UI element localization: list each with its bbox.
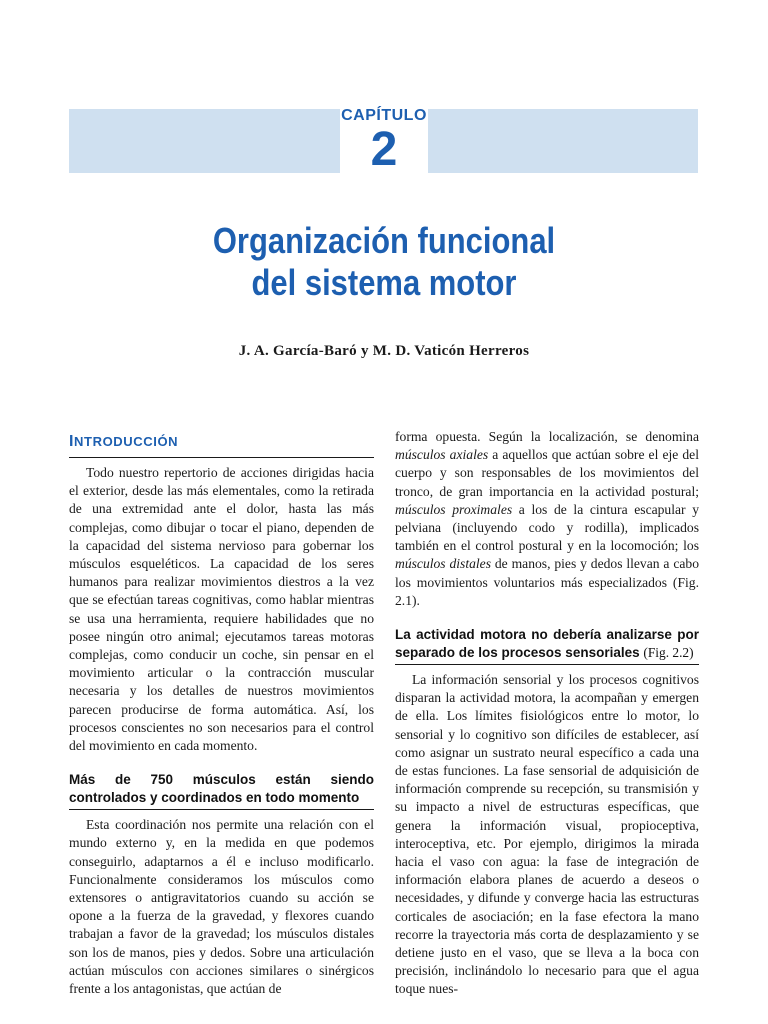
chapter-number: 2 — [370, 123, 398, 176]
heading-rule — [69, 457, 374, 458]
chapter-title-line-1: Organización funcional — [212, 220, 556, 261]
chapter-marker — [340, 100, 428, 180]
section-heading-rest: NTRODUCCIÓN — [74, 434, 179, 449]
term-musculos-distales: músculos distales — [395, 556, 492, 572]
right-column — [395, 428, 699, 999]
text-run: forma opuesta. Según la localización, se denomina — [395, 429, 699, 444]
subheading-musculos: Más de 750 músculos están siendo controlados y coordinados en todo momento — [69, 772, 374, 806]
term-musculos-axiales: músculos axiales — [395, 447, 489, 463]
subheading-rule — [395, 664, 699, 665]
chapter-title — [54, 220, 714, 304]
text-run: de manos, pies y dedos llevan a cabo los movimientos voluntarios más especializados (Fig. 2.1). — [395, 556, 699, 608]
text-run: a aquellos que actúan sobre el eje del cuerpo y son responsables de los movimientos del tronco, de gran importancia en la actividad postural; — [395, 447, 699, 499]
term-musculos-proximales: músculos proximales — [395, 501, 513, 517]
section3-paragraph: La información sensorial y los procesos cognitivos disparan la actividad motora, la acompañan y emergen de ella. Los límites fisiológicos entre lo motor, lo sensorial y lo cognitivo son difíciles de establecer, así como asignar un sustrato neural específico a cada una de estas funciones. La fase sensorial de adquisición de información comprende su recepción, su transmisión y su impacto a nivel de estructuras específicas, que genera la información visual, propioceptiva, interoceptiva, etc. Por ejemplo, dirigimos la mirada hacia el vaso con agua: la fase de integración de información elabora planes de acuerdo a deseos o necesidades, y difunde y converge hacia las estructuras corticales de asociación; en la fase efectora la mano recorre la trayectoria más corta de desplazamiento y se detiene justo en el vaso, que se lleva a la boca con precisión, inclinándolo lo necesario para que el agua toque nues- — [395, 672, 699, 997]
continuation-paragraph — [395, 428, 699, 610]
subheading-text: La actividad motora no debería analizarse por separado de los procesos sensoriales — [395, 627, 699, 661]
subheading-actividad-motora — [395, 626, 699, 662]
section-heading-initial: I — [69, 433, 75, 450]
figure-reference: (Fig. 2.2) — [643, 645, 694, 661]
subheading-rule — [69, 809, 374, 810]
section2-paragraph: Esta coordinación nos permite una relación con el mundo externo y, en la medida en que podemos conseguirlo, adaptarnos a él e incluso modificarlo. Funcionalmente consideramos los músculos como extensores o antigravitatorios cuando su acción se opone a la fuerza de la gravedad, y flexores cuando trabajan a favor de la gravedad; los músculos distales son los de manos, pies y dedos. Sobre una articulación actúan músculos con acciones similares o sinérgicos frente a los antagonistas, que actúan de — [69, 817, 374, 997]
chapter-label: CAPÍTULO — [341, 107, 427, 124]
left-column — [69, 428, 374, 998]
text-run: a los de la cintura escapular y pelviana (incluyendo codo y rodilla), implicados también en el control postural y en la locomoción; los — [395, 501, 699, 554]
chapter-title-line-2: del sistema motor — [251, 262, 517, 303]
authors: J. A. García-Baró y M. D. Vaticón Herreros — [238, 343, 530, 359]
intro-paragraph: Todo nuestro repertorio de acciones dirigidas hacia el exterior, desde las más elementales, como la retirada de una extremidad ante el dolor, hasta las más complejas, como dibujar o tocar el piano, dependen de la capacidad del sistema nervioso para gobernar los músculos esqueléticos. La capacidad de los seres humanos para realizar movimientos diestros a la vez que se efectúan tareas cognitivas, como hablar mientras se usa una herramienta, requiere habilidades que no posee ningún otro animal; ejecutamos tareas motoras complejas, como conducir un coche, sin pensar en el movimiento articular o la contracción muscular necesaria y los detalles de nuestros movimientos parecen producirse de forma automática. Así, los procesos conscientes no son necesarios para el control del movimiento en cada momento. — [69, 465, 374, 754]
section-heading-introduccion — [69, 434, 374, 450]
